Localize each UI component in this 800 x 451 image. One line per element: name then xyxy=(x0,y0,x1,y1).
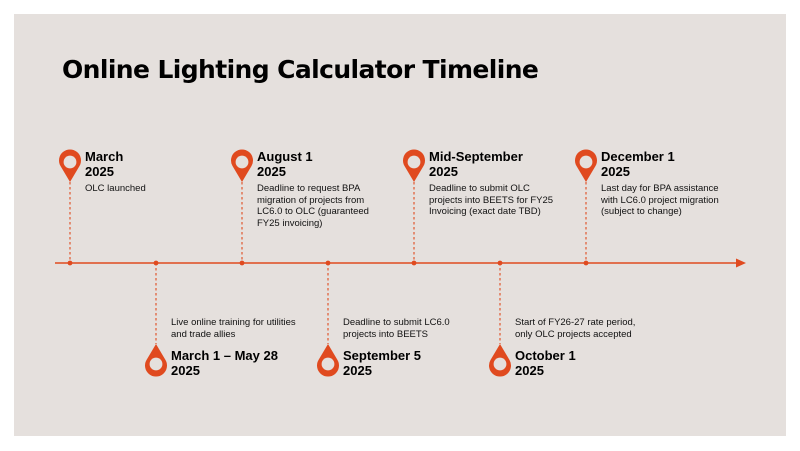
event-description xyxy=(85,183,146,195)
event-date-line-1: March xyxy=(85,149,124,164)
map-pin-icon xyxy=(575,149,597,182)
description-line: Deadline to submit LC6.0 xyxy=(343,317,450,328)
event-date-line-1: December 1 xyxy=(601,149,675,164)
description-line: FY25 invoicing) xyxy=(257,217,323,229)
event-date xyxy=(171,348,278,378)
pin-hole xyxy=(150,358,163,371)
event-date xyxy=(515,348,576,378)
description-line: Deadline to submit OLC xyxy=(429,183,530,194)
map-pin-icon xyxy=(317,344,339,377)
description-line: and trade allies xyxy=(171,328,236,340)
axis-marker xyxy=(584,261,589,266)
event-description xyxy=(429,183,553,218)
event-date-line-1: Mid-September xyxy=(429,149,523,164)
map-pin-icon xyxy=(403,149,425,182)
pin-hole xyxy=(408,156,421,169)
event-date-line-1: October 1 xyxy=(515,348,576,363)
event-description xyxy=(171,317,296,340)
description-line: only OLC projects accepted xyxy=(515,328,632,340)
description-line: Start of FY26-27 rate period, xyxy=(515,317,636,328)
event-description xyxy=(515,317,635,340)
pin-hole xyxy=(580,156,593,169)
event-description xyxy=(257,183,369,229)
pin-hole xyxy=(322,358,335,371)
description-line: with LC6.0 project migration xyxy=(601,194,719,206)
pin-hole xyxy=(236,156,249,169)
description-line: projects into BEETS for FY25 xyxy=(429,194,554,206)
event-date xyxy=(85,149,123,179)
event-description xyxy=(601,183,719,218)
description-line: (subject to change) xyxy=(601,206,682,217)
event-date-line-2: 2025 xyxy=(85,164,114,179)
event-date-line-2: 2025 xyxy=(601,164,630,179)
axis-marker xyxy=(412,261,417,266)
event-date xyxy=(343,348,421,378)
event-date-line-2: 2025 xyxy=(171,363,200,378)
pin-hole xyxy=(64,156,77,169)
description-line: migration of projects from xyxy=(257,194,365,206)
map-pin-icon xyxy=(231,149,253,182)
event-date-line-2: 2025 xyxy=(257,164,286,179)
event-date-line-2: 2025 xyxy=(429,164,458,179)
axis-marker xyxy=(240,261,245,266)
event-date-line-1: August 1 xyxy=(257,149,313,164)
pin-hole xyxy=(494,358,507,371)
axis-marker xyxy=(154,261,159,266)
event-date xyxy=(257,149,313,179)
map-pin-icon xyxy=(59,149,81,182)
event-date-line-1: March 1 – May 28 xyxy=(171,348,278,363)
event-date-line-1: September 5 xyxy=(343,348,422,363)
event-date xyxy=(429,149,523,179)
arrow-right-icon xyxy=(736,259,746,268)
event-date-line-2: 2025 xyxy=(343,363,372,378)
event-description xyxy=(343,317,450,340)
page-title: Online Lighting Calculator Timeline xyxy=(62,55,539,84)
map-pin-icon xyxy=(489,344,511,377)
description-line: LC6.0 to OLC (guaranteed xyxy=(257,206,369,217)
axis-marker xyxy=(326,261,331,266)
description-line: Live online training for utilities xyxy=(171,317,296,328)
description-line: Invoicing (exact date TBD) xyxy=(429,206,541,217)
axis-marker xyxy=(498,261,503,266)
axis-marker xyxy=(68,261,73,266)
description-line: projects into BEETS xyxy=(343,328,429,340)
map-pin-icon xyxy=(145,344,167,377)
description-line: Last day for BPA assistance xyxy=(601,183,719,194)
event-date xyxy=(601,149,675,179)
event-date-line-2: 2025 xyxy=(515,363,544,378)
description-line: Deadline to request BPA xyxy=(257,183,361,194)
description-line: OLC launched xyxy=(85,183,146,194)
